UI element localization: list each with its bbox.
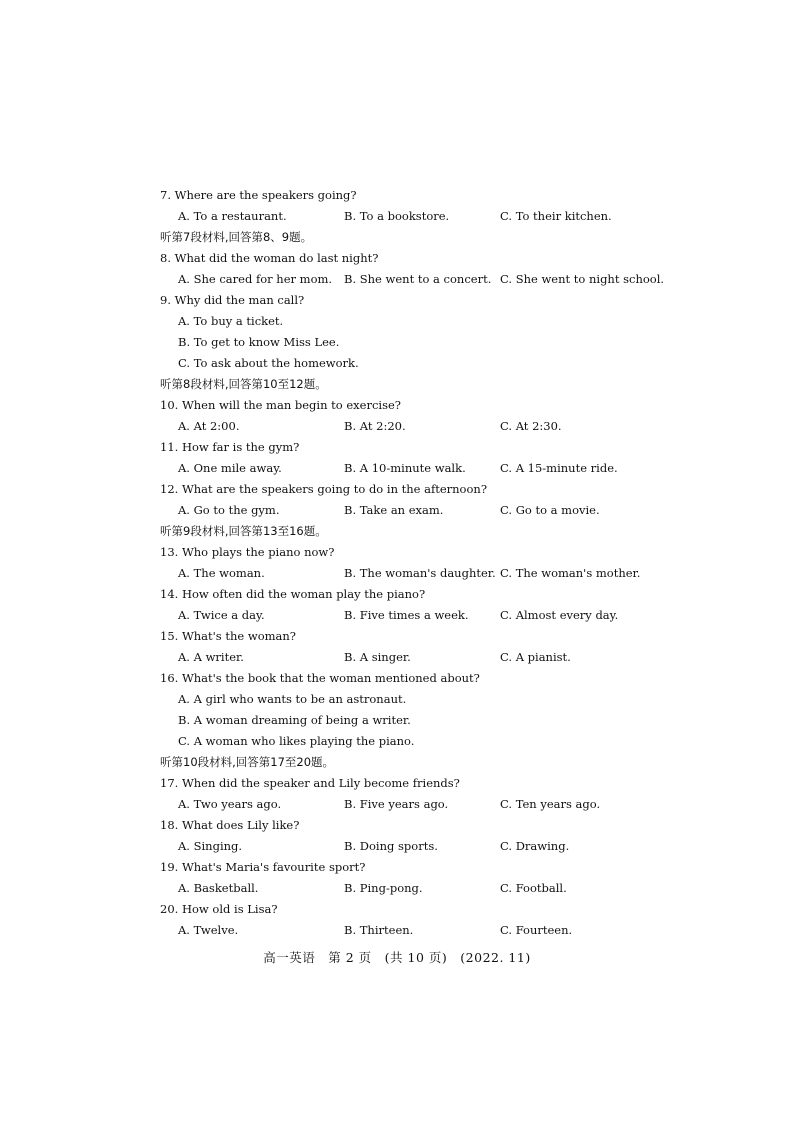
option-b[interactable]: B. Five years ago. <box>344 797 449 811</box>
option-b[interactable]: B. She went to a concert. <box>344 272 492 286</box>
question-stem: 9. Why did the man call? <box>160 293 305 307</box>
question <box>160 248 720 290</box>
question-stem: 10. When will the man begin to exercise? <box>160 398 401 412</box>
option-a[interactable]: A. The woman. <box>178 566 265 580</box>
option-c[interactable]: C. To their kitchen. <box>500 209 612 223</box>
question <box>160 773 720 815</box>
option-a[interactable]: A. A writer. <box>178 650 244 664</box>
option-c[interactable]: C. A 15-minute ride. <box>500 461 618 475</box>
question <box>160 626 720 668</box>
option-a[interactable]: A. To buy a ticket. <box>178 314 284 328</box>
option-row <box>160 836 720 857</box>
question-stem: 16. What's the book that the woman mentioned about? <box>160 671 480 685</box>
question-stem: 8. What did the woman do last night? <box>160 251 379 265</box>
option-row <box>160 269 720 290</box>
option-row <box>160 605 720 626</box>
option-row <box>160 458 720 479</box>
option-b[interactable]: B. A 10-minute walk. <box>344 461 466 475</box>
option-a[interactable]: A. Twice a day. <box>178 608 265 622</box>
question <box>160 899 720 941</box>
question-stem: 18. What does Lily like? <box>160 818 300 832</box>
option-c[interactable]: C. Football. <box>500 881 567 895</box>
option-c[interactable]: C. A pianist. <box>500 650 571 664</box>
option-a[interactable]: A. At 2:00. <box>178 419 240 433</box>
option-c[interactable]: C. The woman's mother. <box>500 566 641 580</box>
option-b[interactable]: B. Ping-pong. <box>344 881 423 895</box>
section-instruction: 听第9段材料,回答第13至16题。 <box>160 524 327 538</box>
question-stem: 19. What's Maria's favourite sport? <box>160 860 366 874</box>
page-footer: 高一英语 第 2 页 (共 10 页) (2022. 11) <box>263 950 531 965</box>
option-row <box>160 206 720 227</box>
option-row <box>160 500 720 521</box>
option-c[interactable]: C. She went to night school. <box>500 272 665 286</box>
option-row <box>160 878 720 899</box>
question-stem: 11. How far is the gym? <box>160 440 300 454</box>
option-b[interactable]: B. Thirteen. <box>344 923 414 937</box>
option-c[interactable]: C. To ask about the homework. <box>178 356 359 370</box>
question-stem: 7. Where are the speakers going? <box>160 188 357 202</box>
option-b[interactable]: B. A woman dreaming of being a writer. <box>178 713 411 727</box>
question-stem: 17. When did the speaker and Lily become friends? <box>160 776 460 790</box>
question <box>160 857 720 899</box>
option-a[interactable]: A. To a restaurant. <box>178 209 287 223</box>
option-row <box>160 794 720 815</box>
question-stem: 15. What's the woman? <box>160 629 296 643</box>
option-a[interactable]: A. Go to the gym. <box>178 503 280 517</box>
option-c[interactable]: C. Ten years ago. <box>500 797 601 811</box>
option-c[interactable]: C. Drawing. <box>500 839 570 853</box>
question <box>160 815 720 857</box>
option-a[interactable]: A. One mile away. <box>178 461 282 475</box>
option-c[interactable]: C. Fourteen. <box>500 923 573 937</box>
option-c[interactable]: C. A woman who likes playing the piano. <box>178 734 415 748</box>
option-a[interactable]: A. A girl who wants to be an astronaut. <box>178 692 407 706</box>
question <box>160 479 720 521</box>
option-c[interactable]: C. At 2:30. <box>500 419 562 433</box>
question <box>160 185 720 227</box>
question <box>160 668 720 752</box>
question-stem: 20. How old is Lisa? <box>160 902 278 916</box>
option-b[interactable]: B. Take an exam. <box>344 503 444 517</box>
option-a[interactable]: A. She cared for her mom. <box>178 272 333 286</box>
option-a[interactable]: A. Singing. <box>178 839 243 853</box>
question <box>160 290 720 374</box>
option-a[interactable]: A. Basketball. <box>178 881 259 895</box>
question-stem: 12. What are the speakers going to do in the afternoon? <box>160 482 487 496</box>
section-instruction: 听第10段材料,回答第17至20题。 <box>160 755 335 769</box>
option-b[interactable]: B. Five times a week. <box>344 608 469 622</box>
question <box>160 584 720 626</box>
option-row <box>160 920 720 941</box>
option-c[interactable]: C. Go to a movie. <box>500 503 600 517</box>
section-instruction: 听第8段材料,回答第10至12题。 <box>160 377 327 391</box>
question-stem: 14. How often did the woman play the piano? <box>160 587 426 601</box>
option-b[interactable]: B. At 2:20. <box>344 419 406 433</box>
option-row <box>160 563 720 584</box>
option-row <box>160 647 720 668</box>
option-a[interactable]: A. Twelve. <box>178 923 239 937</box>
option-c[interactable]: C. Almost every day. <box>500 608 619 622</box>
question <box>160 437 720 479</box>
option-b[interactable]: B. To a bookstore. <box>344 209 450 223</box>
option-b[interactable]: B. A singer. <box>344 650 411 664</box>
option-b[interactable]: B. To get to know Miss Lee. <box>178 335 340 349</box>
section-instruction: 听第7段材料,回答第8、9题。 <box>160 230 313 244</box>
option-row <box>160 416 720 437</box>
option-a[interactable]: A. Two years ago. <box>178 797 282 811</box>
question <box>160 395 720 437</box>
option-b[interactable]: B. The woman's daughter. <box>344 566 496 580</box>
option-b[interactable]: B. Doing sports. <box>344 839 438 853</box>
question-list <box>160 185 720 941</box>
question-stem: 13. Who plays the piano now? <box>160 545 335 559</box>
question <box>160 542 720 584</box>
